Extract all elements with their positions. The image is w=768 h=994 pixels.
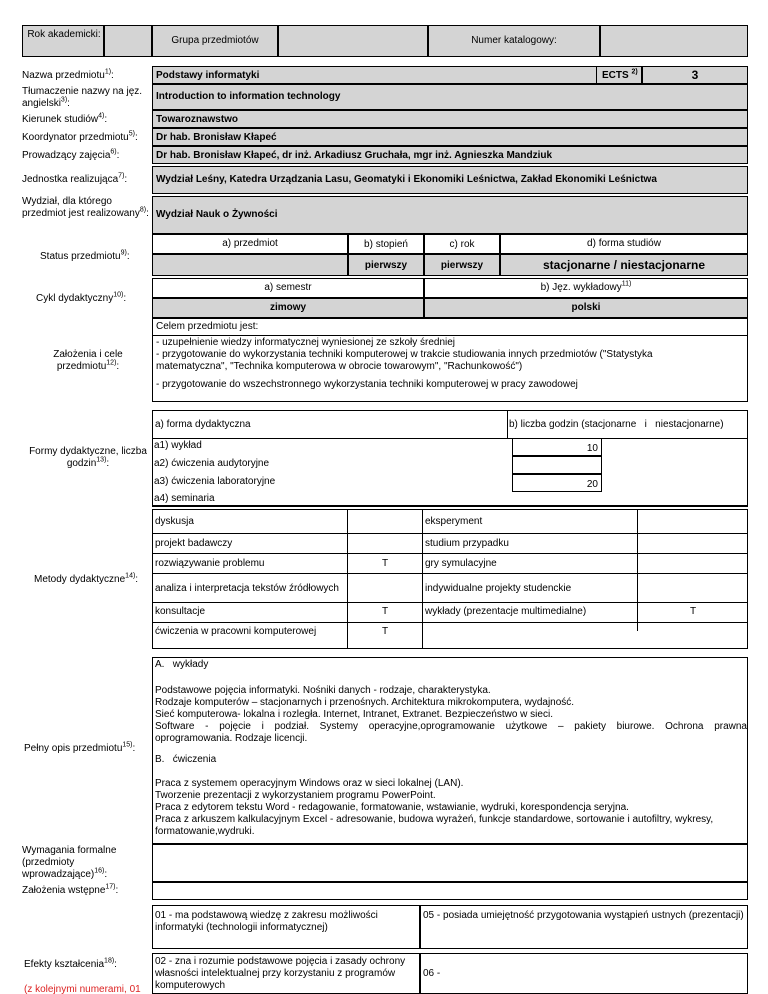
status-val-a[interactable] xyxy=(152,254,348,276)
opis-b-line-2: Praca z edytorem tekstu Word - redagowanie, formatowanie, wstawianie, wydruki, korespondencja seryjna. xyxy=(155,802,629,813)
metody-label: Metody dydaktyczne$^{14)}$: xyxy=(34,572,139,585)
tlumaczenie-label: Tłumaczenie nazwy na jęz. angielski$^{3)}$: xyxy=(22,86,143,109)
cykl-label: Cykl dydaktyczny$^{10)}$: xyxy=(36,291,127,304)
metody-left-4: konsultacje xyxy=(155,606,206,617)
formy-hours-2: 20 xyxy=(586,479,598,490)
metody-right-2: gry symulacyjne xyxy=(425,558,497,569)
metody-left-mark-5: T xyxy=(381,626,389,637)
nazwa-value: Podstawy informatyki xyxy=(156,70,260,81)
metody-left-mark-2: T xyxy=(381,558,389,569)
formy-col-b: b) liczba godzin (stacjonarne i niestacjonarne) xyxy=(509,419,724,430)
opis-b-heading: B. ćwiczenia xyxy=(155,754,217,765)
koordynator-label: Koordynator przedmiotu$^{5)}$: xyxy=(22,130,138,143)
wydzial-dla-label: Wydział, dla którego przedmiot jest realizowany$^{8)}$: xyxy=(22,196,149,219)
opis-a-line-2: Sieć komputerowa- lokalna i rozległa. Internet, Intranet, Extranet. Bezpieczeństwo w sieci. xyxy=(155,709,553,720)
koordynator-value: Dr hab. Bronisław Kłapeć xyxy=(156,132,277,143)
formy-item-0: a1) wykład xyxy=(154,440,202,451)
nazwa-label: Nazwa przedmiotu$^{1)}$: xyxy=(22,68,114,81)
formy-item-2: a3) ćwiczenia laboratoryjne xyxy=(154,476,276,487)
efekty-02: 02 - zna i rozumie podstawowe pojęcia i zasady ochrony własności intelektualnej przy korzystaniu z programów komputerowych xyxy=(155,956,406,991)
opis-a-heading: A. wykłady xyxy=(155,659,209,670)
rok-value-field[interactable] xyxy=(104,25,152,57)
metody-line-2 xyxy=(152,553,748,554)
status-col-b: b) stopień xyxy=(364,239,408,250)
numer-value-field[interactable] xyxy=(600,25,748,57)
opis-a-line-1: Rodzaje komputerów – stacjonarnych i przenośnych. Architektura mikrokomputera, wydajność. xyxy=(155,697,575,708)
formy-col-a: a) forma dydaktyczna xyxy=(155,419,251,430)
efekty-01: 01 - ma podstawową wiedzę z zakresu możliwości informatyki (technologii informatycznej) xyxy=(155,910,378,933)
status-col-c: c) rok xyxy=(449,239,475,250)
cykl-col-a: a) semestr xyxy=(264,282,312,293)
cykl-val-a: zimowy xyxy=(269,302,307,313)
zalozenia-line-1: - uzupełnienie wiedzy informatycznej wyniesionej ze szkoły średniej xyxy=(156,337,456,348)
opis-label: Pełny opis przedmiotu$^{15)}$: xyxy=(24,741,136,754)
metody-right-mark-4: T xyxy=(689,606,697,617)
zalozenia-line-2: - przygotowanie do wykorzystania techniki komputerowej w trakcie studiowania innych przedmiotów ("Statystyka matematyczna", "Technika komputerowa w obrocie towarowym", "Rachunkowość") xyxy=(156,349,653,372)
opis-a-line-0: Podstawowe pojęcia informatyki. Nośniki danych - rodzaje, charakterystyka. xyxy=(155,685,491,696)
formy-label: Formy dydaktyczne, liczba godzin$^{13)}$: xyxy=(29,446,147,469)
status-val-b: pierwszy xyxy=(364,260,408,271)
formy-item-1: a2) ćwiczenia audytoryjne xyxy=(154,458,270,469)
formy-item-3: a4) seminaria xyxy=(154,493,215,504)
metody-right-3: indywidualne projekty studenckie xyxy=(425,583,572,594)
metody-line-4 xyxy=(152,602,748,603)
ects-label: ECTS $^{2)}$ xyxy=(602,68,638,81)
cykl-col-b: b) Jęz. wykładowy$^{11)}$ xyxy=(540,280,632,293)
wydzial-dla-value: Wydział Nauk o Żywności xyxy=(156,209,278,220)
metody-left-mark-4: T xyxy=(381,606,389,617)
jednostka-value: Wydział Leśny, Katedra Urządzania Lasu, Geomatyki i Ekonomiki Leśnictwa, Zakład Ekonomiki Leśnictwa xyxy=(156,174,657,185)
wymagania-label: Wymagania formalne (przedmioty wprowadzające)$^{16)}$: xyxy=(22,845,117,880)
status-label: Status przedmiotu$^{9)}$: xyxy=(40,249,130,262)
status-val-d: stacjonarne / niestacjonarne xyxy=(542,258,706,272)
metody-right-1: studium przypadku xyxy=(425,538,509,549)
formy-bottom-line xyxy=(152,506,748,507)
prowadzacy-label: Prowadzący zajęcia$^{6)}$: xyxy=(22,148,120,161)
cykl-val-b: polski xyxy=(571,302,601,313)
metody-line-3 xyxy=(152,573,748,574)
opis-b-line-1: Tworzenie prezentacji z wykorzystaniem programu PowerPoint. xyxy=(155,790,436,801)
formy-hours-0: 10 xyxy=(586,443,598,454)
metody-left-0: dyskusja xyxy=(155,516,194,527)
metody-line-5 xyxy=(152,622,748,623)
opis-b-line-3: Praca z arkuszem kalkulacyjnym Excel - adresowanie, budowa wyrażeń, funkcje standardowe, sortowanie i autofiltry, wykresy, formatowanie,wydruki. xyxy=(155,814,714,837)
metody-left-3: analiza i interpretacja tekstów źródłowych xyxy=(155,583,339,594)
efekty-label: Efekty kształcenia$^{18)}$: xyxy=(24,957,117,970)
status-val-c: pierwszy xyxy=(440,260,484,271)
opis-b-line-0: Praca z systemem operacyjnym Windows oraz w sieci lokalnej (LAN). xyxy=(155,778,464,789)
wymagania-box[interactable] xyxy=(152,844,748,882)
zalozenia-line-0: Celem przedmiotu jest: xyxy=(156,321,259,332)
grupa-label: Grupa przedmiotów xyxy=(171,35,259,46)
metody-left-5: ćwiczenia w pracowni komputerowej xyxy=(155,626,317,637)
zalozenia-divider xyxy=(152,335,748,336)
metody-col2 xyxy=(422,509,423,649)
prowadzacy-value: Dr hab. Bronisław Kłapeć, dr inż. Arkadiusz Gruchała, mgr inż. Agnieszka Mandziuk xyxy=(156,150,553,161)
formy-col-divider xyxy=(507,410,508,438)
numer-label: Numer katalogowy: xyxy=(471,35,557,46)
efekty-label-red: (z kolejnymi numerami, 01 xyxy=(24,984,141,994)
status-col-a: a) przedmiot xyxy=(222,238,278,249)
zalozenia-label: Założenia i cele przedmiotu$^{12)}$: xyxy=(53,349,123,372)
efekty-05: 05 - posiada umiejętność przygotowania wystąpień ustnych (prezentacji) xyxy=(423,910,744,921)
metody-right-0: eksperyment xyxy=(425,516,483,527)
ects-value: 3 xyxy=(691,68,699,82)
zalozenia-line-3: - przygotowanie do wszechstronnego wykorzystania techniki komputerowej w pracy zawodowej xyxy=(156,379,578,390)
metody-right-4: wykłady (prezentacje multimedialne) xyxy=(425,606,587,617)
rok-label: Rok akademicki: xyxy=(27,29,101,40)
kierunek-row xyxy=(152,110,748,128)
kierunek-label: Kierunek studiów$^{4)}$: xyxy=(22,112,108,125)
tlumaczenie-value: Introduction to information technology xyxy=(156,91,341,102)
metody-left-1: projekt badawczy xyxy=(155,538,233,549)
grupa-value-field[interactable] xyxy=(278,25,428,57)
metody-line-1 xyxy=(152,533,748,534)
kierunek-value: Towaroznawstwo xyxy=(156,114,239,125)
efekty-06: 06 - xyxy=(423,968,441,979)
opis-a-line-3: Software - pojęcie i podział. Systemy operacyjne,oprogramowanie użytkowe – pakiety biurowe. Ochrona prawna oprogramowania. Rodzaje licencji. xyxy=(155,721,750,744)
zalozenia-wstepne-label: Założenia wstępne$^{17)}$: xyxy=(22,883,119,896)
formy-head-line xyxy=(152,438,748,439)
jednostka-label: Jednostka realizująca$^{7)}$: xyxy=(22,172,128,185)
status-col-d: d) forma studiów xyxy=(587,238,661,249)
zalozenia-wstepne-box[interactable] xyxy=(152,882,748,900)
metody-left-2: rozwiązywanie problemu xyxy=(155,558,265,569)
formy-hours-1-cell xyxy=(512,456,602,474)
